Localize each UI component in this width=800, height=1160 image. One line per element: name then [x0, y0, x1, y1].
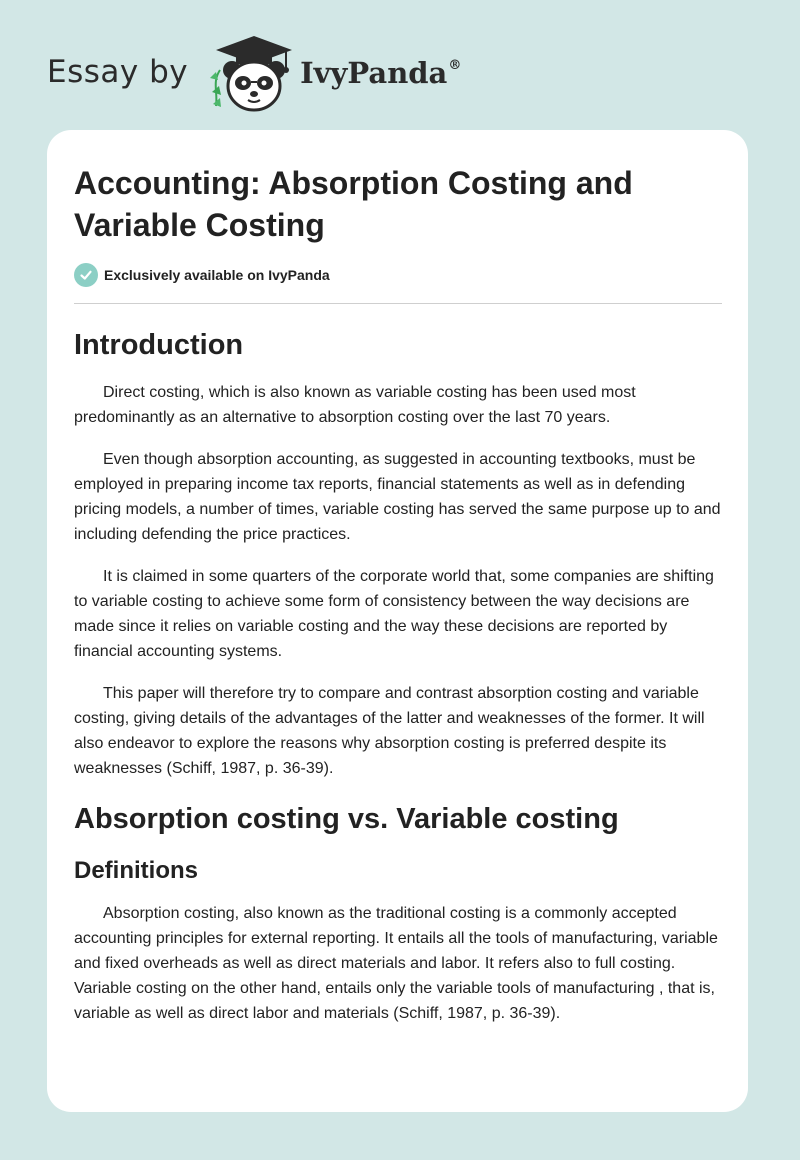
site-header	[47, 34, 461, 114]
section-heading-comparison: Absorption costing vs. Variable costing	[74, 803, 619, 835]
paragraph: It is claimed in some quarters of the corporate world that, some companies are shifting to variable costing to achieve some form of consistency between the way decisions are made since it relies on variable costing and the way these decisions are reported by financial accounting systems.	[74, 568, 714, 660]
paragraph: Even though absorption accounting, as suggested in accounting textbooks, must be employed in preparing income tax reports, financial statements as well as in defending pricing models, a number of times, variable costing has served the same purpose up to and including defending the price practices.	[74, 451, 721, 543]
section-heading-introduction: Introduction	[74, 329, 244, 361]
essay-by-label: Essay by	[47, 54, 189, 90]
article-title: Accounting: Absorption Costing and Variable Costing	[74, 165, 633, 243]
brand-name[interactable]: IvyPanda®	[300, 56, 462, 90]
checkmark-icon	[74, 263, 98, 287]
exclusive-badge-label: Exclusively available on IvyPanda	[104, 267, 330, 283]
title-divider	[74, 303, 722, 304]
subsection-heading-definitions: Definitions	[74, 857, 198, 884]
paragraph: This paper will therefore try to compare and contrast absorption costing and variable costing, giving details of the advantages of the latter and weaknesses of the former. It will also endeavor to explore the reasons why absorption costing is preferred despite its weaknesses (Schiff, 1987, p. 36-39).	[74, 685, 705, 777]
paragraph: Direct costing, which is also known as variable costing has been used most predominantly as an alternative to absorption costing over the last 70 years.	[74, 384, 636, 426]
exclusive-badge	[74, 263, 330, 287]
article-body	[74, 326, 724, 1026]
panda-logo-icon	[202, 34, 298, 114]
paragraph: Absorption costing, also known as the traditional costing is a commonly accepted accounting principles for external reporting. It entails all the tools of manufacturing, variable and fixed overheads as well as direct materials and labor. It refers also to full costing. Variable costing on the other hand, entails only the variable tools of manufacturing , that is, variable as well as direct labor and materials (Schiff, 1987, p. 36-39).	[74, 905, 718, 1022]
article-card	[47, 130, 748, 1112]
